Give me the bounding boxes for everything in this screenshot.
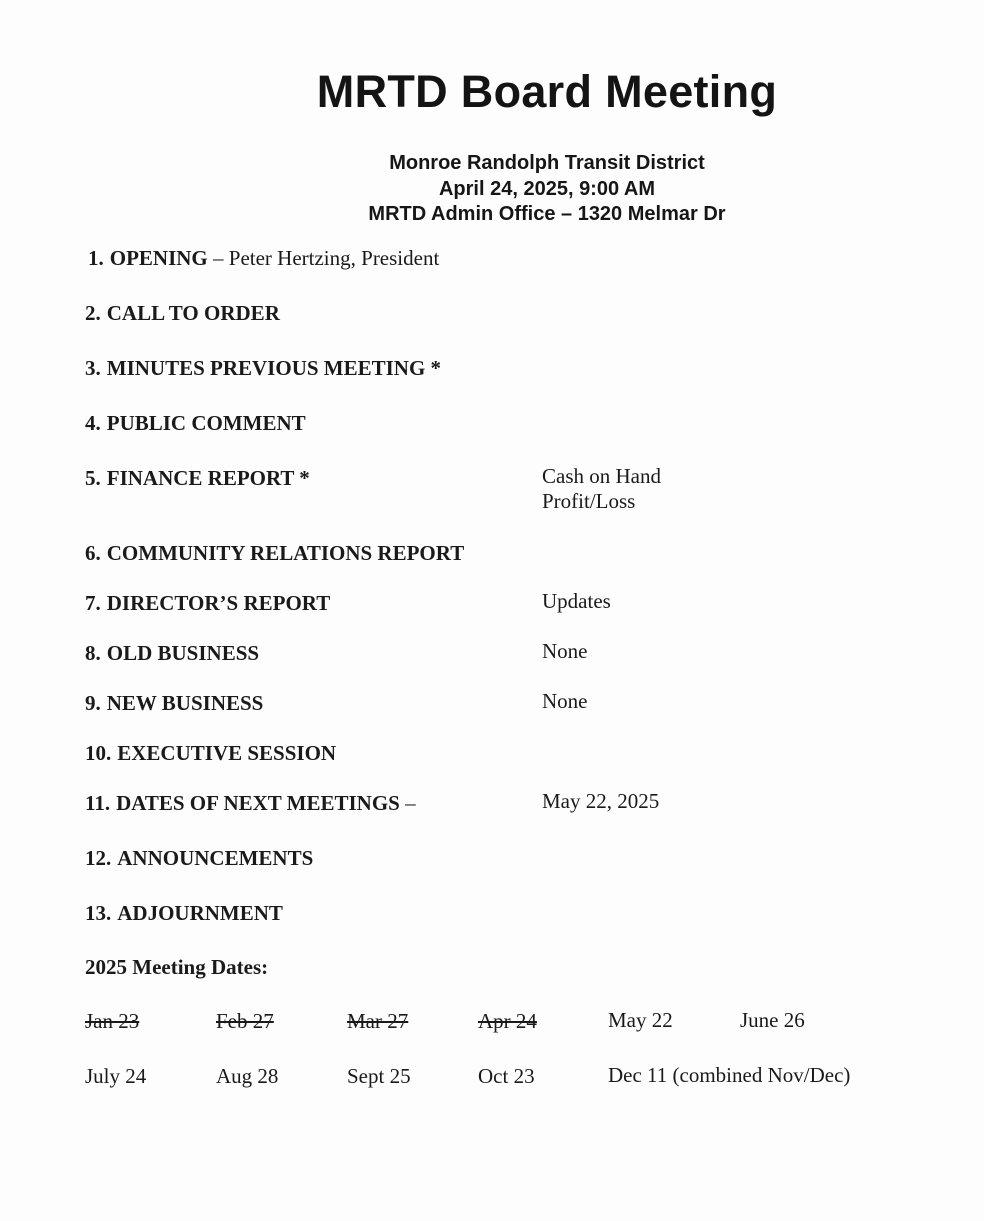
agenda-item-label: COMMUNITY RELATIONS REPORT <box>106 541 465 565</box>
agenda-item-number: 3. <box>85 356 101 380</box>
agenda-item-label: OLD BUSINESS <box>106 641 260 665</box>
agenda-item-number: 6. <box>85 541 101 565</box>
meeting-date-jan: Jan 23 <box>85 1009 140 1033</box>
agenda-item-community-relations <box>85 541 464 566</box>
meeting-datetime: April 24, 2025, 9:00 AM <box>438 178 656 200</box>
agenda-item-call-to-order <box>85 301 280 326</box>
meeting-date-aug: Aug 28 <box>216 1064 279 1088</box>
agenda-item-label: EXECUTIVE SESSION <box>117 741 337 765</box>
agenda-item-public-comment <box>85 411 306 436</box>
meeting-date-apr: Apr 24 <box>478 1009 537 1033</box>
agenda-item-label: DATES OF NEXT MEETINGS <box>116 791 400 815</box>
agenda-item-number: 11. <box>85 791 111 815</box>
agenda-item-directors-report <box>85 591 330 616</box>
agenda-item-number: 4. <box>85 411 101 435</box>
agenda-item-number: 2. <box>85 301 101 325</box>
agenda-item-number: 7. <box>85 591 101 615</box>
next-meeting-date: May 22, 2025 <box>542 789 660 813</box>
meeting-date-feb: Feb 27 <box>216 1009 274 1033</box>
new-business-note: None <box>542 689 588 713</box>
agenda-item-label: MINUTES PREVIOUS MEETING * <box>106 356 442 380</box>
agenda-item-number: 1. <box>88 246 104 270</box>
agenda-item-label: ADJOURNMENT <box>117 901 283 925</box>
agenda-item-dash: – <box>399 791 416 815</box>
meeting-location: MRTD Admin Office – 1320 Melmar Dr <box>368 203 726 225</box>
directors-note: Updates <box>542 589 611 613</box>
agenda-item-minutes <box>85 356 441 381</box>
agenda-item-number: 5. <box>85 466 101 490</box>
meeting-date-may: May 22 <box>608 1008 673 1032</box>
agenda-item-label: PUBLIC COMMENT <box>106 411 306 435</box>
finance-note-cash: Cash on Hand <box>542 464 661 488</box>
organization-name: Monroe Randolph Transit District <box>389 152 705 174</box>
agenda-item-number: 9. <box>85 691 101 715</box>
old-business-note: None <box>542 639 588 663</box>
agenda-item-finance-report <box>85 466 310 491</box>
agenda-item-executive-session <box>85 741 336 766</box>
meeting-date-oct: Oct 23 <box>478 1064 535 1088</box>
agenda-item-number: 8. <box>85 641 101 665</box>
agenda-item-number: 12. <box>85 846 112 870</box>
meeting-date-sept: Sept 25 <box>347 1064 411 1088</box>
agenda-item-announcements <box>85 846 313 871</box>
agenda-item-label: DIRECTOR’S REPORT <box>106 591 331 615</box>
agenda-item-label: CALL TO ORDER <box>106 301 280 325</box>
meeting-date-mar: Mar 27 <box>347 1009 409 1033</box>
agenda-item-opening <box>88 246 439 271</box>
agenda-item-next-meetings <box>85 791 416 816</box>
agenda-item-presenter: – Peter Hertzing, President <box>207 246 440 270</box>
meeting-dates-heading: 2025 Meeting Dates: <box>85 955 269 979</box>
meeting-date-june: June 26 <box>740 1008 805 1032</box>
agenda-item-adjournment <box>85 901 283 926</box>
agenda-item-label: ANNOUNCEMENTS <box>117 846 314 870</box>
meeting-date-dec: Dec 11 (combined Nov/Dec) <box>608 1063 851 1087</box>
agenda-item-label: NEW BUSINESS <box>106 691 264 715</box>
agenda-item-label: OPENING <box>109 246 208 270</box>
agenda-item-new-business <box>85 691 263 716</box>
agenda-item-old-business <box>85 641 259 666</box>
agenda-item-number: 13. <box>85 901 112 925</box>
agenda-item-number: 10. <box>85 741 112 765</box>
finance-note-profit: Profit/Loss <box>542 489 636 513</box>
agenda-item-label: FINANCE REPORT * <box>106 466 310 490</box>
page-title: MRTD Board Meeting <box>316 66 778 117</box>
meeting-date-july: July 24 <box>85 1064 147 1088</box>
